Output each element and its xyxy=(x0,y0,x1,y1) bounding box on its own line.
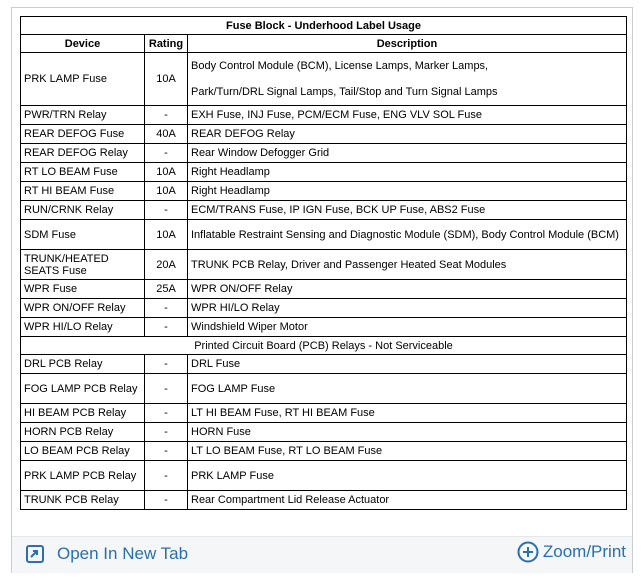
description-cell: LT HI BEAM Fuse, RT HI BEAM Fuse xyxy=(188,404,627,423)
column-header-device: Device xyxy=(21,35,145,53)
description-cell: LT LO BEAM Fuse, RT LO BEAM Fuse xyxy=(188,442,627,461)
device-cell: DRL PCB Relay xyxy=(21,355,145,374)
device-cell: RUN/CRNK Relay xyxy=(21,201,145,220)
rating-cell: - xyxy=(145,299,188,318)
device-cell: LO BEAM PCB Relay xyxy=(21,442,145,461)
rating-cell: 40A xyxy=(145,125,188,144)
description-cell: Windshield Wiper Motor xyxy=(188,318,627,337)
device-cell: REAR DEFOG Relay xyxy=(21,144,145,163)
device-cell: TRUNK/HEATED SEATS Fuse xyxy=(21,250,145,280)
rating-cell: - xyxy=(145,374,188,404)
rating-cell: 25A xyxy=(145,280,188,299)
table-row xyxy=(21,250,627,280)
rating-cell: 10A xyxy=(145,182,188,201)
rating-cell: - xyxy=(145,318,188,337)
device-cell: FOG LAMP PCB Relay xyxy=(21,374,145,404)
table-row xyxy=(21,491,627,510)
description-cell xyxy=(188,53,627,106)
rating-cell: 10A xyxy=(145,53,188,106)
zoom-print-link[interactable] xyxy=(517,541,626,563)
description-cell: WPR HI/LO Relay xyxy=(188,299,627,318)
table-row xyxy=(21,125,627,144)
table-title: Fuse Block - Underhood Label Usage xyxy=(21,17,627,35)
rating-cell: - xyxy=(145,423,188,442)
device-cell: WPR Fuse xyxy=(21,280,145,299)
rating-cell: 20A xyxy=(145,250,188,280)
table-row xyxy=(21,163,627,182)
device-cell: HORN PCB Relay xyxy=(21,423,145,442)
description-cell: Right Headlamp xyxy=(188,182,627,201)
device-cell: WPR ON/OFF Relay xyxy=(21,299,145,318)
rating-cell: - xyxy=(145,144,188,163)
table-row xyxy=(21,220,627,250)
open-in-new-tab-label: Open In New Tab xyxy=(57,544,189,563)
description-cell: Inflatable Restraint Sensing and Diagnostic Module (SDM), Body Control Module (BCM) xyxy=(188,220,627,250)
rating-cell: 10A xyxy=(145,220,188,250)
description-cell: HORN Fuse xyxy=(188,423,627,442)
table-row xyxy=(21,299,627,318)
description-line: Park/Turn/DRL Signal Lamps, Tail/Stop and Turn Signal Lamps xyxy=(191,86,498,98)
column-header-rating: Rating xyxy=(145,35,188,53)
zoom-plus-icon xyxy=(517,541,539,563)
device-cell: REAR DEFOG Fuse xyxy=(21,125,145,144)
description-cell: Rear Window Defogger Grid xyxy=(188,144,627,163)
rating-cell: - xyxy=(145,201,188,220)
rating-cell: 10A xyxy=(145,163,188,182)
table-row xyxy=(21,182,627,201)
device-cell: PRK LAMP PCB Relay xyxy=(21,461,145,491)
description-cell: Right Headlamp xyxy=(188,163,627,182)
description-cell: EXH Fuse, INJ Fuse, PCM/ECM Fuse, ENG VLV SOL Fuse xyxy=(188,106,627,125)
device-cell: TRUNK PCB Relay xyxy=(21,491,145,510)
fuse-block-table xyxy=(20,16,627,510)
column-header-description: Description xyxy=(188,35,627,53)
rating-cell: - xyxy=(145,461,188,491)
description-cell: TRUNK PCB Relay, Driver and Passenger Heated Seat Modules xyxy=(188,250,627,280)
table-row xyxy=(21,355,627,374)
table-row xyxy=(21,53,627,106)
table-row xyxy=(21,144,627,163)
device-cell: PWR/TRN Relay xyxy=(21,106,145,125)
rating-cell: - xyxy=(145,442,188,461)
device-cell: RT LO BEAM Fuse xyxy=(21,163,145,182)
rating-cell: - xyxy=(145,404,188,423)
image-panel xyxy=(11,7,633,573)
device-cell: WPR HI/LO Relay xyxy=(21,318,145,337)
table-row xyxy=(21,201,627,220)
rating-cell: - xyxy=(145,355,188,374)
table-row xyxy=(21,106,627,125)
description-cell: PRK LAMP Fuse xyxy=(188,461,627,491)
description-cell: REAR DEFOG Relay xyxy=(188,125,627,144)
device-cell: HI BEAM PCB Relay xyxy=(21,404,145,423)
description-cell: FOG LAMP Fuse xyxy=(188,374,627,404)
description-cell: Rear Compartment Lid Release Actuator xyxy=(188,491,627,510)
description-cell: ECM/TRANS Fuse, IP IGN Fuse, BCK UP Fuse, ABS2 Fuse xyxy=(188,201,627,220)
table-row xyxy=(21,318,627,337)
device-cell: SDM Fuse xyxy=(21,220,145,250)
table-row xyxy=(21,374,627,404)
zoom-print-label: Zoom/Print xyxy=(542,542,626,561)
table-row xyxy=(21,423,627,442)
open-in-new-tab-icon xyxy=(26,545,44,563)
image-toolbar xyxy=(12,536,632,573)
device-cell: PRK LAMP Fuse xyxy=(21,53,145,106)
device-cell: RT HI BEAM Fuse xyxy=(21,182,145,201)
description-cell: WPR ON/OFF Relay xyxy=(188,280,627,299)
table-row xyxy=(21,442,627,461)
rating-cell: - xyxy=(145,491,188,510)
table-row xyxy=(21,461,627,491)
table-row xyxy=(21,404,627,423)
description-line: Body Control Module (BCM), License Lamps, Marker Lamps, xyxy=(191,60,489,72)
rating-cell: - xyxy=(145,106,188,125)
table-row xyxy=(21,280,627,299)
description-cell: DRL Fuse xyxy=(188,355,627,374)
open-in-new-tab-link[interactable] xyxy=(26,544,188,564)
section-title: Printed Circuit Board (PCB) Relays - Not Serviceable xyxy=(21,337,627,355)
